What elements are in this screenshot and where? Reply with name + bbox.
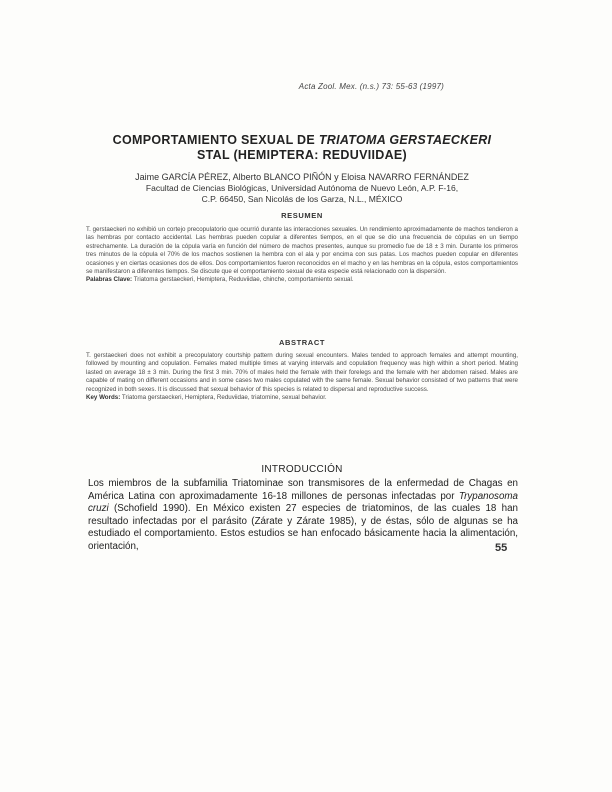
- intro-text-part-1: Los miembros de la subfamilia Triatominae son transmisores de la enfermedad de Chagas en América Latina con aproximadamente 16-18 millones de personas infectadas por: [88, 478, 518, 502]
- resumen-text: T. gerstaeckeri no exhibió un cortejo precopulatorio que ocurrió durante las interacciones sexuales. Un rendimiento aproximadamente de machos tendieron a las hembras por contacto accidental. Las hembras pueden copular a diferentes tiempos, en el que se dio una frecuencia de cópulas en un tiempo estrechamente. La duración de la cópula varía en función del número de machos presentes, aunque su promedio fue de 18 ± 3 min. Durante los primeros tres minutos de la cópula el 70% de los machos sostienen la hembra con el ala y por encima con sus patas. Los machos pueden copular en diferentes ocasiones y en ciertas ocasiones dos de ellos. Dos comportamientos fueron reconocidos en el macho y en las hembras en la cópula, estos comportamientos se manifestaron a diferentes tiempos. Se discute que el comportamiento sexual de esta especie está relacionado con la dispersión.: [86, 226, 518, 276]
- intro-species-name: Trypanosoma cruzi: [88, 490, 518, 514]
- abstract-text: T. gerstaeckeri does not exhibit a precopulatory courtship pattern during sexual encounters. Males tended to approach females and attempt mounting, followed by mounting and copulation. Females mated multiple times at varying intervals and copulation frequency was high within a short period. Mating lasted on average 18 ± 3 min. During the first 3 min. 70% of males held the female with their forelegs and the female with her abdomen raised. Males are capable of mating on different occasions and in some cases two males copulated with the same female. Sexual behavior consisted of two patterns that were recognized in both sexes. It is discussed that sexual behavior of this species is related to dispersal and reproductive success.: [86, 352, 518, 393]
- authors: Jaime GARCÍA PÉREZ, Alberto BLANCO PIÑÓN y Eloisa NAVARRO FERNÁNDEZ: [135, 172, 469, 182]
- article-title: [96, 133, 508, 163]
- page-number: 55: [495, 542, 508, 554]
- title-species: TRIATOMA GERSTAECKERI: [318, 133, 492, 147]
- resumen-heading: RESUMEN: [281, 211, 323, 220]
- journal-reference: Acta Zool. Mex. (n.s.) 73: 55-63 (1997): [298, 82, 444, 91]
- introduccion-heading: INTRODUCCIÓN: [261, 464, 343, 475]
- abstract-heading: ABSTRACT: [278, 338, 326, 347]
- intro-text-part-2: (Schofield 1990). En México existen 27 especies de triatominos, de las cuales 18 han resultado infectadas por el parásito (Zárate y Zárate 1985), y de éstas, sólo de algunas se ha estudiado el comportamiento. Estos estudios se han enfocado básicamente hacia la alimentación, orientación,: [88, 503, 518, 552]
- title-prefix: COMPORTAMIENTO SEXUAL DE: [112, 133, 319, 147]
- affiliation: [96, 183, 508, 205]
- keywords-en-text: Triatoma gerstaeckeri, Hemiptera, Reduviidae, triatomine, sexual behavior.: [121, 394, 327, 402]
- abstract-block: [86, 352, 518, 402]
- keywords-en-label: Key Words:: [86, 394, 121, 402]
- title-line-2: STAL (HEMIPTERA: REDUVIIDAE): [196, 148, 408, 162]
- resumen-block: [86, 226, 518, 285]
- affiliation-line-1: Facultad de Ciencias Biológicas, Universidad Autónoma de Nuevo León, A.P. F-16,: [145, 183, 459, 193]
- introduccion-paragraph: [88, 478, 518, 553]
- affiliation-line-2: C.P. 66450, San Nicolás de los Garza, N.L., MÉXICO: [201, 194, 403, 204]
- keywords-es-text: Triatoma gerstaeckeri, Hemiptera, Reduviidae, chinche, comportamiento sexual.: [133, 276, 354, 284]
- keywords-es-label: Palabras Clave:: [86, 276, 133, 284]
